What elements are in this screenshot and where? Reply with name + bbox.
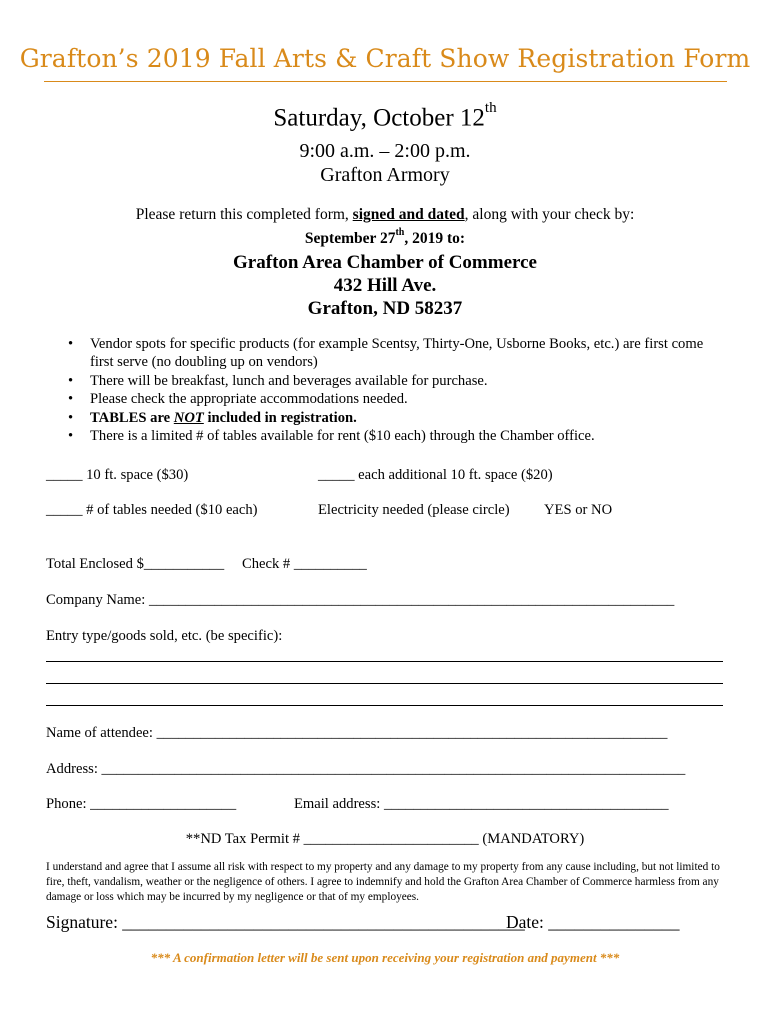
entry-type-line[interactable] — [46, 661, 723, 662]
event-venue: Grafton Armory — [320, 164, 450, 186]
rule-text: There is a limited # of tables available for rent ($10 each) through the Chamber office. — [90, 428, 595, 445]
chamber-name: Grafton Area Chamber of Commerce — [233, 252, 537, 273]
tables-not: NOT — [173, 409, 204, 426]
event-date-text: Saturday, October 12 — [273, 104, 485, 132]
bullet-icon: • — [68, 409, 74, 426]
bullet-icon: • — [68, 428, 74, 445]
phone-field[interactable]: Phone: ____________________ — [46, 796, 237, 812]
list-item — [46, 335, 706, 372]
bullet-icon: • — [68, 391, 74, 408]
deadline-suffix: th — [395, 227, 405, 238]
tables-post: included in registration. — [203, 409, 357, 426]
return-deadline — [0, 229, 770, 248]
email-field[interactable]: Email address: _______________________________________ — [294, 796, 669, 812]
chamber-city: Grafton, ND 58237 — [307, 298, 463, 319]
confirmation-note: *** A confirmation letter will be sent upon receiving your registration and payment *** — [150, 950, 620, 965]
entry-type-line[interactable] — [46, 683, 723, 684]
rule-text: Please check the appropriate accommodations needed. — [90, 391, 408, 408]
bullet-icon: • — [68, 372, 74, 389]
event-date — [0, 100, 770, 132]
deadline-tail: , 2019 to: — [404, 230, 466, 248]
electricity-yes-no[interactable]: YES or NO — [544, 502, 613, 518]
list-item — [46, 390, 706, 408]
total-enclosed-field[interactable]: Total Enclosed $___________ — [46, 556, 225, 572]
entry-type-line[interactable] — [46, 705, 723, 706]
return-prefix: Please return this completed form, — [135, 206, 353, 223]
additional-space-field[interactable]: _____ each additional 10 ft. space ($20) — [318, 467, 553, 483]
rule-text: Vendor spots for specific products (for example Scentsy, Thirty-One, Usborne Books, etc.) are first come first serve (no doubling up on vendors) — [90, 336, 704, 371]
address-field[interactable]: Address: ________________________________________________________________________________ — [46, 761, 686, 777]
return-suffix: , along with your check by: — [464, 206, 635, 223]
title-divider — [44, 81, 727, 82]
vendor-rules-list — [46, 335, 706, 445]
company-name-field[interactable]: Company Name: ________________________________________________________________________ — [46, 592, 675, 608]
list-item — [46, 427, 706, 445]
event-time: 9:00 a.m. – 2:00 p.m. — [299, 140, 471, 162]
return-emphasis: signed and dated — [352, 206, 465, 223]
deadline-date: September 27 — [304, 230, 396, 248]
bullet-icon: • — [68, 336, 74, 352]
form-title: Grafton’s 2019 Fall Arts & Craft Show Registration Form — [19, 44, 751, 73]
liability-waiver: I understand and agree that I assume all risk with respect to my property and any damage to my property from any cause including, but not limited to fire, theft, vandalism, weather or the negligence of others. I agree to indemnify and hold the Grafton Area Chamber of Commerce harmless from any damage or loss which may be incurred by my negligence or that of my employees. — [46, 861, 720, 903]
check-number-field[interactable]: Check # __________ — [242, 556, 367, 572]
list-item — [46, 409, 706, 427]
space-10ft-field[interactable]: _____ 10 ft. space ($30) — [46, 467, 189, 483]
attendee-name-field[interactable]: Name of attendee: ______________________________________________________________________ — [46, 725, 668, 741]
return-instructions — [0, 206, 770, 224]
rule-text — [90, 410, 357, 426]
tables-needed-field[interactable]: _____ # of tables needed ($10 each) — [46, 502, 258, 518]
event-date-suffix: th — [484, 100, 497, 116]
list-item — [46, 372, 706, 390]
rule-text: There will be breakfast, lunch and beverages available for purchase. — [90, 372, 488, 389]
chamber-street: 432 Hill Ave. — [333, 275, 437, 296]
tables-pre: TABLES are — [90, 409, 174, 426]
date-field[interactable]: Date: _______________ — [506, 912, 680, 932]
tax-permit-field[interactable]: **ND Tax Permit # ________________________ (MANDATORY) — [185, 831, 585, 847]
signature-field[interactable]: Signature: ______________________________________________ — [46, 912, 525, 932]
entry-type-label: Entry type/goods sold, etc. (be specific): — [46, 628, 283, 644]
electricity-label: Electricity needed (please circle) — [318, 502, 510, 518]
